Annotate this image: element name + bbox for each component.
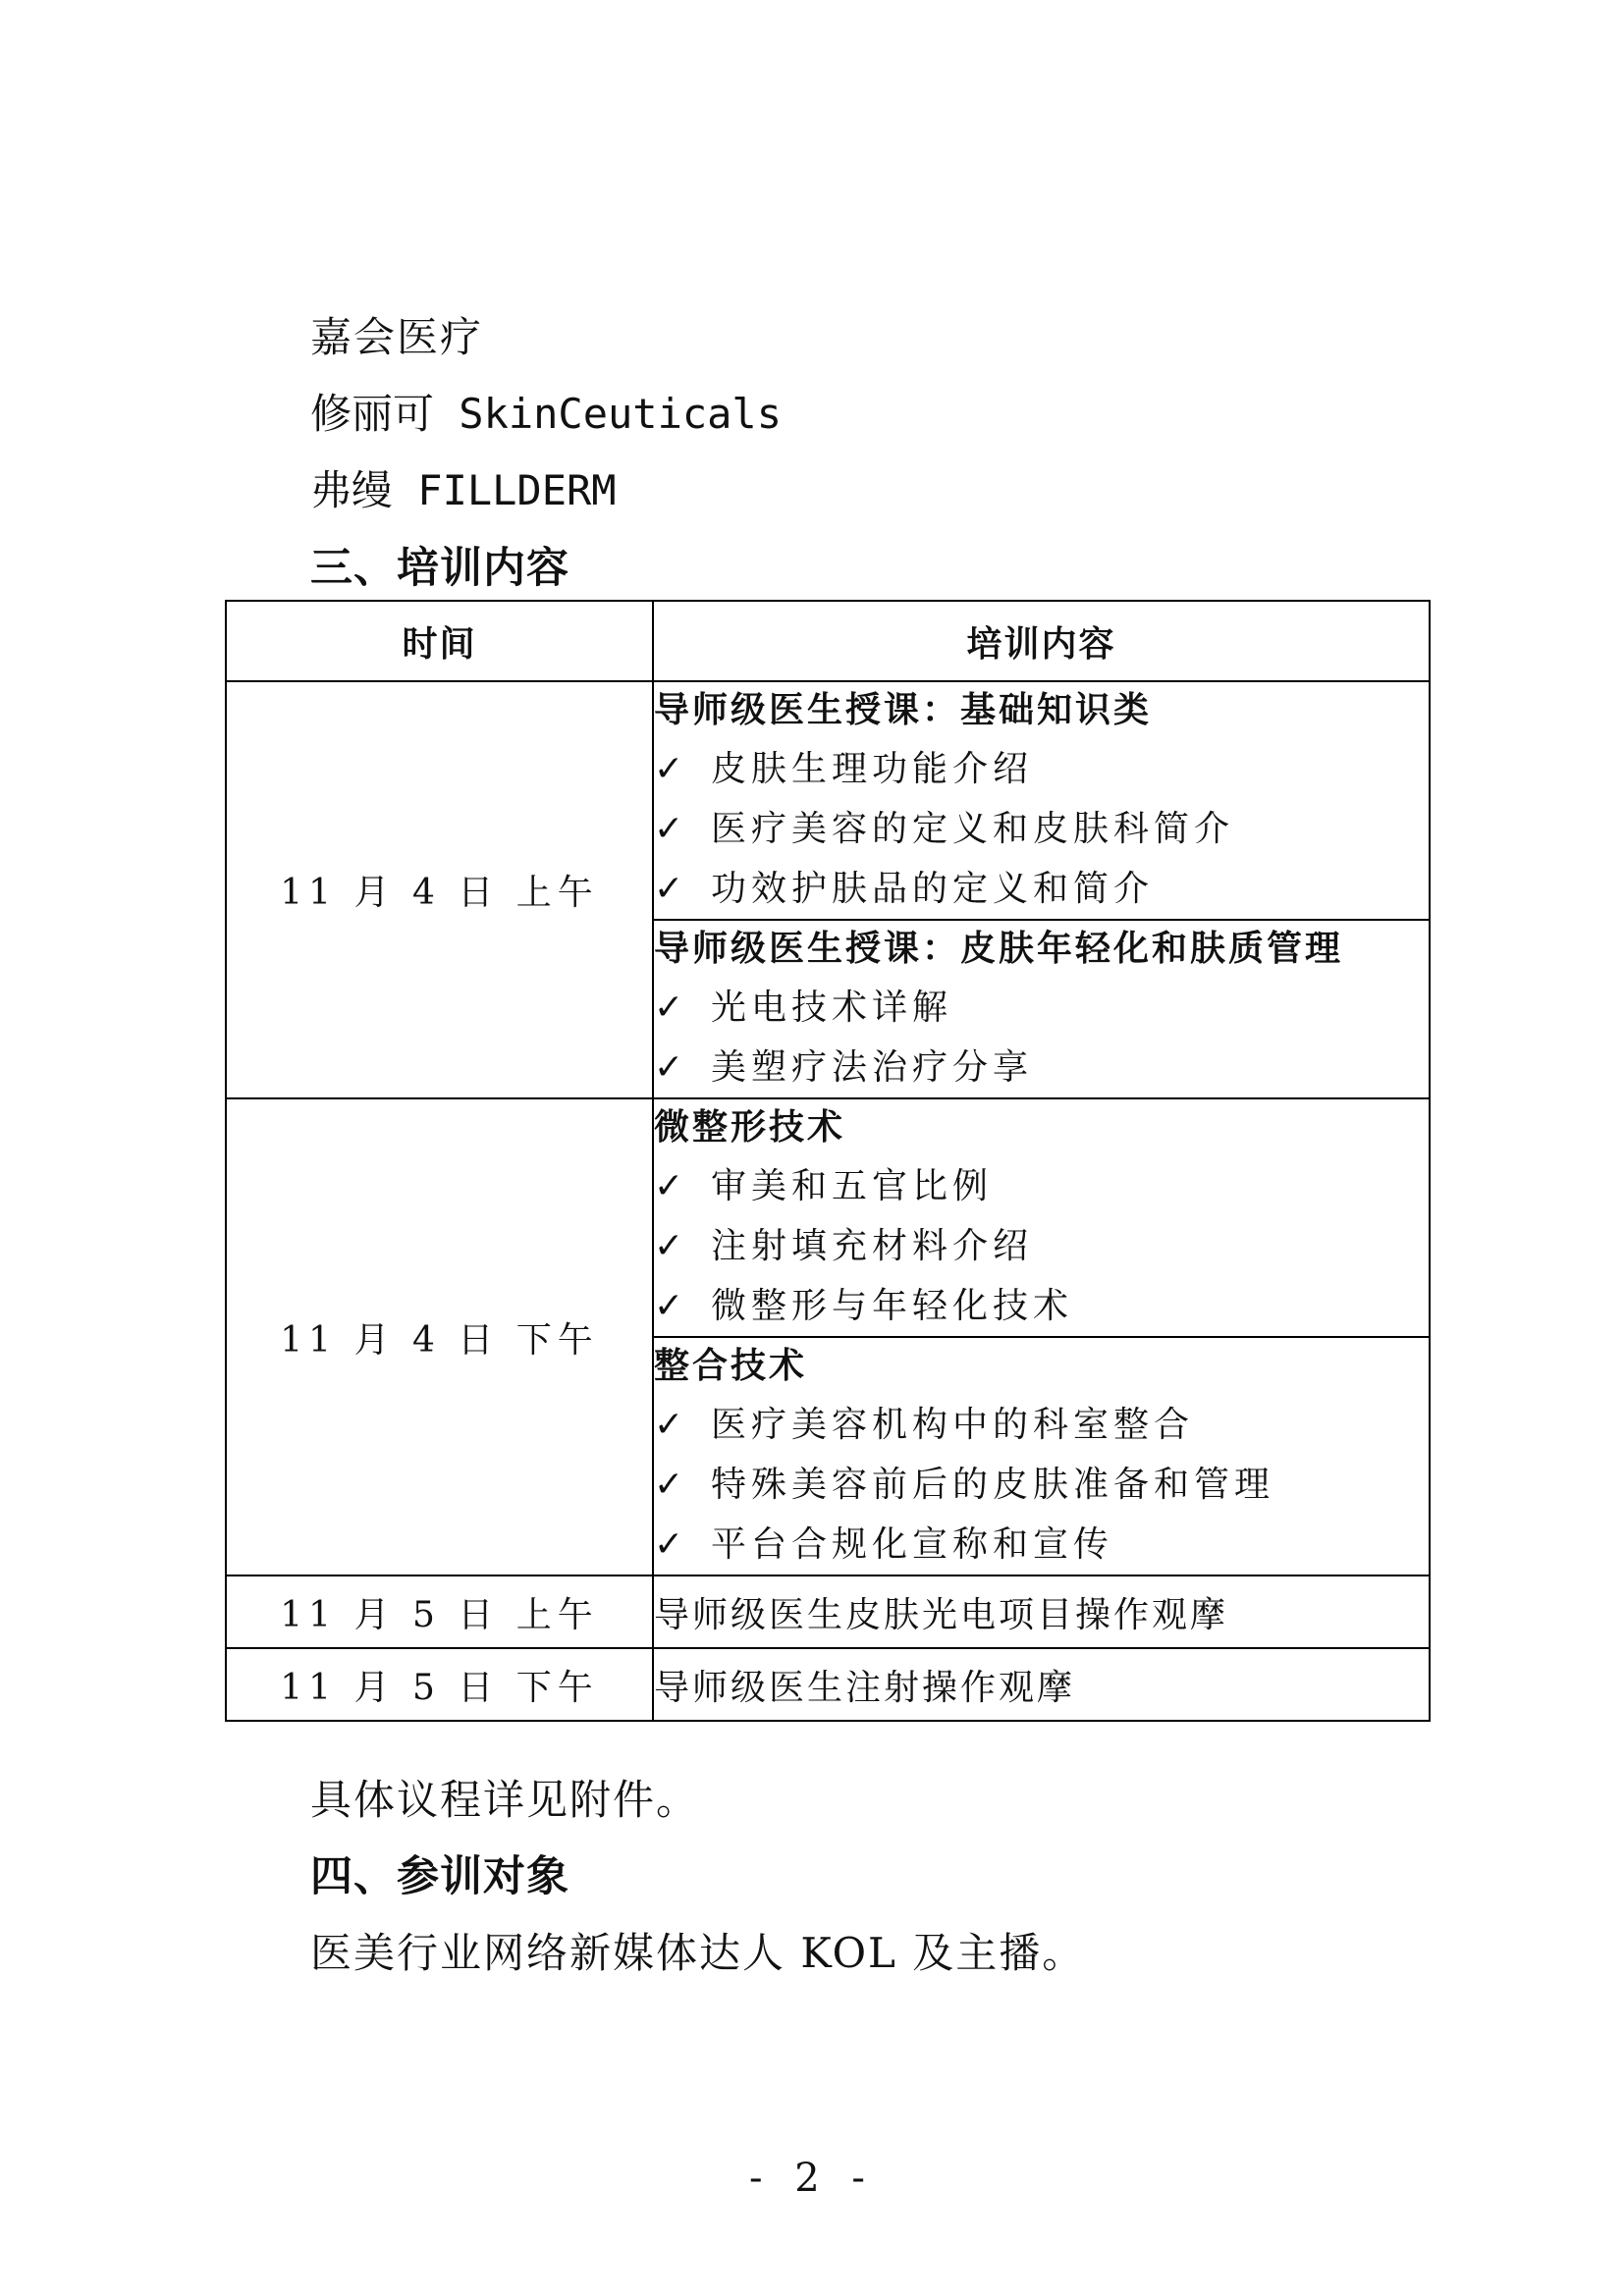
agenda-note: 具体议程详见附件。	[310, 1776, 700, 1824]
content-cell	[653, 920, 1430, 1098]
list-item: ✓ 美塑疗法治疗分享	[654, 1038, 1429, 1097]
sponsor-line: 修丽可 SkinCeuticals	[310, 390, 783, 438]
section-body: 医美行业网络新媒体达人 KOL 及主播。	[310, 1929, 1086, 1977]
time-cell: 11 月 5 日 下午	[226, 1648, 653, 1721]
block-title: 导师级医生授课：皮肤年轻化和肤质管理	[654, 929, 1344, 969]
block-title: 整合技术	[654, 1346, 808, 1386]
block-title: 微整形技术	[654, 1107, 846, 1148]
checkmark-icon: ✓	[654, 749, 684, 789]
page-number: - 2 -	[749, 2156, 875, 2201]
checkmark-icon: ✓	[654, 1047, 684, 1088]
checkmark-icon: ✓	[654, 869, 684, 909]
content-cell	[653, 681, 1430, 920]
table-row	[226, 1098, 1430, 1337]
table-header-time: 时间	[226, 601, 653, 681]
training-schedule-table	[225, 600, 1431, 1722]
time-cell: 11 月 4 日 下午	[226, 1098, 653, 1575]
content-cell: 导师级医生皮肤光电项目操作观摩	[653, 1575, 1430, 1648]
list-item: ✓ 医疗美容机构中的科室整合	[654, 1395, 1429, 1455]
checkmark-icon: ✓	[654, 1524, 684, 1565]
table-row	[226, 681, 1430, 920]
list-item: ✓ 审美和五官比例	[654, 1156, 1429, 1216]
sponsor-line: 嘉会医疗	[310, 313, 484, 361]
block-title: 导师级医生授课：基础知识类	[654, 690, 1153, 730]
list-item: ✓ 皮肤生理功能介绍	[654, 739, 1429, 799]
sponsor-line: 弗缦 FILLDERM	[310, 466, 617, 514]
list-item: ✓ 功效护肤品的定义和简介	[654, 859, 1429, 919]
table-row	[226, 1575, 1430, 1648]
content-cell	[653, 1098, 1430, 1337]
checkmark-icon: ✓	[654, 1405, 684, 1445]
list-item: ✓ 注射填充材料介绍	[654, 1216, 1429, 1276]
content-cell	[653, 1337, 1430, 1575]
checkmark-icon: ✓	[654, 1226, 684, 1266]
checkmark-icon: ✓	[654, 1286, 684, 1326]
list-item: ✓ 微整形与年轻化技术	[654, 1276, 1429, 1336]
section-heading: 四、参训对象	[310, 1852, 569, 1901]
section-heading: 三、培训内容	[310, 544, 569, 593]
list-item: ✓ 光电技术详解	[654, 978, 1429, 1038]
list-item: ✓ 特殊美容前后的皮肤准备和管理	[654, 1455, 1429, 1515]
table-header-content: 培训内容	[653, 601, 1430, 681]
time-cell: 11 月 5 日 上午	[226, 1575, 653, 1648]
checkmark-icon: ✓	[654, 809, 684, 849]
list-item: ✓ 医疗美容的定义和皮肤科简介	[654, 799, 1429, 859]
list-item: ✓ 平台合规化宣称和宣传	[654, 1515, 1429, 1575]
checkmark-icon: ✓	[654, 988, 684, 1028]
time-cell: 11 月 4 日 上午	[226, 681, 653, 1098]
table-row	[226, 1648, 1430, 1721]
checkmark-icon: ✓	[654, 1166, 684, 1206]
checkmark-icon: ✓	[654, 1465, 684, 1505]
table-header-row	[226, 601, 1430, 681]
content-cell: 导师级医生注射操作观摩	[653, 1648, 1430, 1721]
